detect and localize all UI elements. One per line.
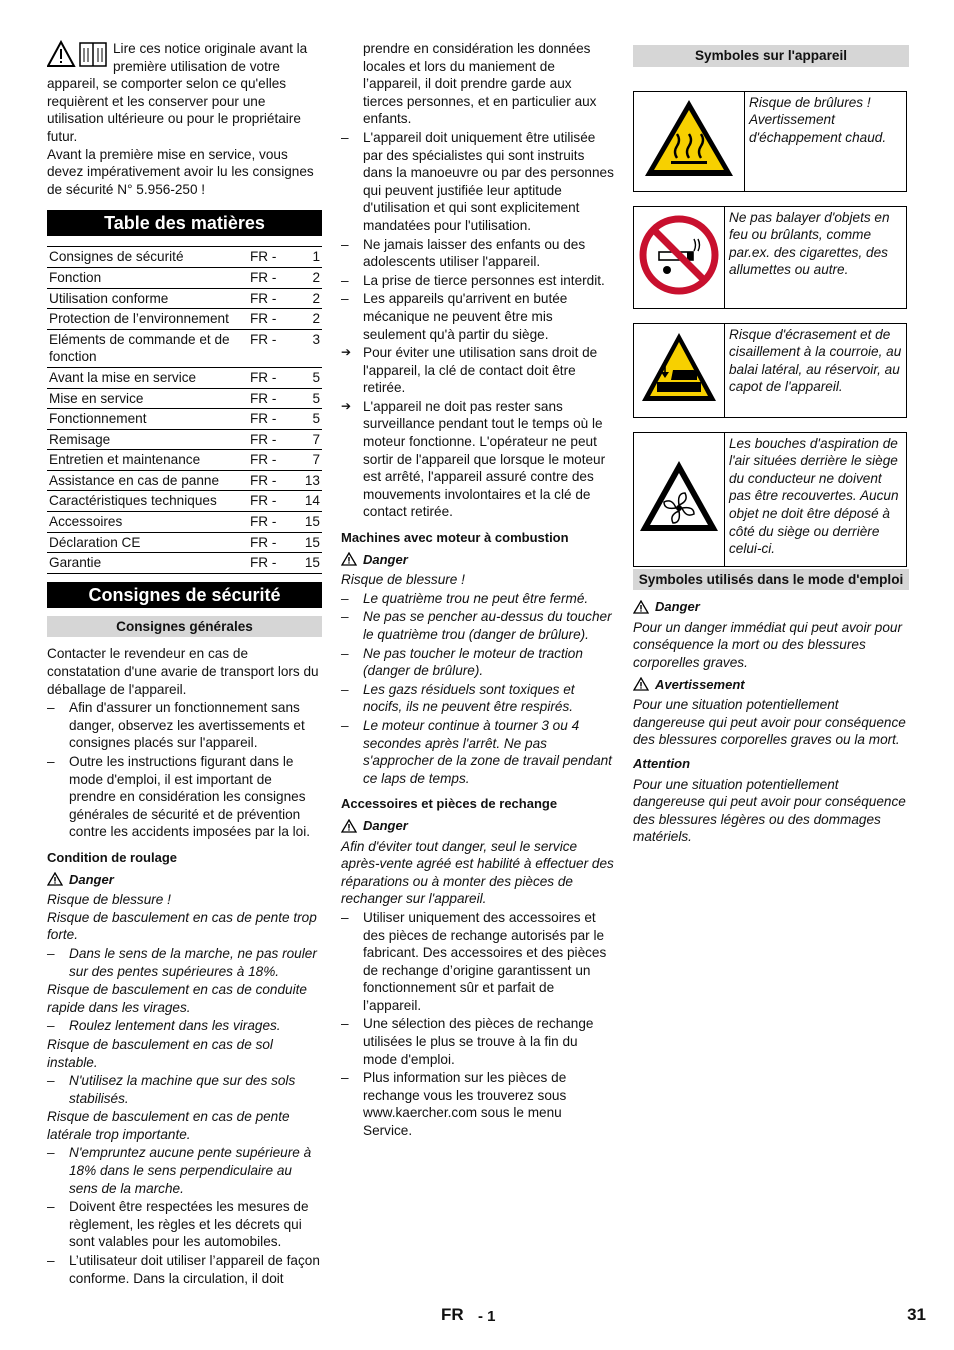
dash-item: – Afin d'assurer un fonctionnement sans danger, observez les avertissements et consignes placés sur l'appareil. [47,699,322,752]
danger-label [341,551,614,569]
symbol-row [633,91,907,192]
dash-item: – N'empruntez aucune pente supérieure à 18% dans le sens perpendiculaire au sens de la marche. [47,1144,322,1197]
danger-text: Danger [69,871,114,887]
risk-text: Risque de blessure ! [47,892,171,908]
general-title: Consignes générales [47,616,322,638]
symbol-text: Risque de brûlures ! Avertissement d'échappement chaud. [745,91,907,191]
toc-page: 13 [294,470,322,491]
toc-label[interactable]: Eléments de commande et de fonction [47,329,250,367]
warning-triangle-icon [633,600,649,614]
toc-lang: FR - [250,491,294,512]
paragraph: Pour une situation potentiellement dangereuse qui peut avoir pour conséquence des blessures corporelles graves ou la mort. [633,697,906,748]
toc-row[interactable] [47,309,322,330]
dash-item: – Plus information sur les pièces de rechange vous les trouverez sous www.kaercher.com sous le menu Service. [341,1069,614,1139]
toc-page: 15 [294,512,322,533]
warning-triangle-icon [47,872,63,886]
arrow-item: ➔ Pour éviter une utilisation sans droit de l'appareil, la clé de contact doit être retirée. [341,344,614,397]
toc-page: 14 [294,491,322,512]
dash-item: – Doivent être respectées les mesures de règlement, les règles et les décrets qui sont valables pour les automobiles. [47,1198,322,1251]
footer-lang: FR [441,1305,464,1324]
symbols-title: Symboles sur l'appareil [633,45,909,67]
accessories-title: Accessoires et pièces de rechange [341,796,558,812]
risk-text: Risque de basculement en cas de conduite rapide dans les virages. [47,982,307,1015]
hot-surface-icon [641,96,737,182]
toc-row[interactable] [47,409,322,430]
toc-row[interactable] [47,553,322,574]
dash-item: – Le quatrième trou ne peut être fermé. [341,590,614,608]
toc-lang: FR - [250,532,294,553]
toc-row[interactable] [47,491,322,512]
dash-item: – Dans le sens de la marche, ne pas rouler sur des pentes supérieures à 18%. [47,945,322,980]
toc-label[interactable]: Protection de l’environnement [47,309,250,330]
dash-item: – N'utilisez la machine que sur des sols stabilisés. [47,1072,322,1107]
toc-row[interactable] [47,288,322,309]
symbol-image-cell [634,432,725,566]
toc-label[interactable]: Consignes de sécurité [47,247,250,268]
no-burning-objects-icon [639,215,719,295]
dash-item: – Le moteur continue à tourner 3 ou 4 secondes après l'arrêt. Ne pas s'approcher de la zone de travail pendant ce laps de temps. [341,717,614,787]
dash-item: – Ne pas toucher le moteur de traction (danger de brûlure). [341,645,614,680]
risk-text: Risque de basculement en cas de sol instable. [47,1036,273,1070]
column-2 [341,40,614,1141]
toc-page: 3 [294,329,322,367]
toc-label[interactable]: Fonction [47,267,250,288]
toc-lang: FR - [250,470,294,491]
toc-page: 15 [294,553,322,574]
toc-lang: FR - [250,288,294,309]
footer-page-ref: - 1 [478,1308,496,1325]
toc-page: 7 [294,450,322,471]
paragraph: prendre en considération les données locales et lors du maniement de l’appareil, il doit prendre garde aux tierces personnes, et en particulier aux enfants. [363,41,597,127]
attention-label: Attention [633,755,691,771]
dash-item: – Ne jamais laisser des enfants ou des adolescents utiliser l'appareil. [341,236,614,271]
toc-title: Table des matières [47,210,322,236]
column-3 [633,40,909,846]
toc-lang: FR - [250,267,294,288]
warning-triangle-icon [341,552,357,566]
symbol-image-cell [634,206,725,308]
toc-lang: FR - [250,512,294,533]
toc-lang: FR - [250,553,294,574]
danger-label [47,871,322,889]
symbol-text: Risque d'écrasement et de cisaillement à la courroie, au balai latéral, au réservoir, au capot de l'appareil. [725,323,907,417]
toc-lang: FR - [250,309,294,330]
toc-row[interactable] [47,329,322,367]
toc-page: 5 [294,367,322,388]
toc-label[interactable]: Caractéristiques techniques [47,491,250,512]
toc-page: 15 [294,532,322,553]
toc-label[interactable]: Avant la mise en service [47,367,250,388]
toc-label[interactable]: Garantie [47,553,250,574]
toc-page: 2 [294,288,322,309]
risk-text: Risque de blessure ! [341,572,465,588]
toc-label[interactable]: Accessoires [47,512,250,533]
symbol-image-cell [634,91,745,191]
toc-label[interactable]: Remisage [47,429,250,450]
toc-page: 5 [294,409,322,430]
toc-label[interactable]: Assistance en cas de panne [47,470,250,491]
toc-row[interactable] [47,247,322,268]
footer-page-number: 31 [907,1305,926,1324]
dash-item: – Roulez lentement dans les virages. [47,1017,322,1035]
warning-label [633,676,909,694]
toc-row[interactable] [47,512,322,533]
engine-title: Machines avec moteur à combustion [341,530,569,546]
toc-row[interactable] [47,388,322,409]
warning-triangle-icon [341,819,357,833]
toc-page: 7 [294,429,322,450]
dash-item: – La prise de tierce personnes est interdit. [341,272,614,290]
danger-text: Danger [655,599,700,615]
risk-text: Risque de basculement en cas de pente latérale trop importante. [47,1109,290,1142]
toc-row[interactable] [47,429,322,450]
warning-text: Avertissement [655,676,745,692]
driving-title: Condition de roulage [47,849,177,865]
toc-page: 1 [294,247,322,268]
toc-lang: FR - [250,450,294,471]
arrow-item: ➔ L'appareil ne doit pas rester sans surveillance pendant tout le temps où le moteur fonctionne. L'opérateur ne peut sortir de l'appareil que lorsque le moteur est arrêté, l'appareil assuré contre des mouvements involontaires et la clé de contact retirée. [341,398,614,521]
risk-text: Risque de basculement en cas de pente trop forte. [47,909,317,943]
intro-text-2: Avant la première mise en service, vous devez impérativement avoir lu les consignes de sécurité N° 5.956-250 ! [47,146,314,197]
toc-table [47,246,322,574]
danger-text: Danger [363,551,408,567]
toc-lang: FR - [250,409,294,430]
toc-label[interactable]: Déclaration CE [47,532,250,553]
paragraph: Pour un danger immédiat qui peut avoir pour conséquence la mort ou des blessures corporelles graves. [633,619,903,670]
symbol-row [633,323,907,418]
toc-page: 5 [294,388,322,409]
symbol-text: Ne pas balayer d'objets en feu ou brûlants, comme par.ex. des cigarettes, des allumettes ou autre. [725,206,907,308]
symbol-text: Les bouches d'aspiration de l'air situées derrière le siège du conducteur ne doivent pas être recouvertes. Aucun objet ne doit être déposé à côté du siège ou derrière celui-ci. [725,432,907,566]
dash-item: – Outre les instructions figurant dans le mode d'emploi, il est important de prendre en considération les consignes générales de sécurité et de prévention contre les accidents imposées par la loi. [47,753,322,841]
toc-label[interactable]: Entretien et maintenance [47,450,250,471]
dash-item: – Les appareils qu'arrivent en butée mécanique ne peuvent être mis seulement qu'à partir du siège. [341,290,614,343]
toc-lang: FR - [250,329,294,367]
toc-label[interactable]: Utilisation conforme [47,288,250,309]
toc-row[interactable] [47,450,322,471]
warning-manual-icon [47,40,109,68]
toc-label[interactable]: Mise en service [47,388,250,409]
dash-item: – L'appareil doit uniquement être utilisée par des spécialistes qui sont instruits dans la manoeuvre ou par des personnes qui peuvent justifiée leur aptitude d'utilisation et qui sont explicitement mandatées pour l'utilisation. [341,129,614,235]
toc-lang: FR - [250,429,294,450]
toc-label[interactable]: Fonctionnement [47,409,250,430]
dash-item: – Utiliser uniquement des accessoires et des pièces de rechange autorisés par le fabricant. Des accessoires et des pièces de rechange d’origine garantissent un fonctionnement sûr et parfait de l’appareil. [341,909,614,1015]
dash-item: – Ne pas se pencher au-dessus du toucher le quatrième trou (danger de brûlure). [341,608,614,643]
danger-text: Danger [363,817,408,833]
dash-item: – Les gazs résiduels sont toxiques et nocifs, ils ne peuvent être respirés. [341,681,614,716]
fan-warning-icon [637,458,721,536]
hand-crush-icon [639,330,719,406]
paragraph: Contacter le revendeur en cas de constatation d'une avarie de transport lors du déballage de l'appareil. [47,646,319,697]
danger-label [633,598,909,616]
toc-row[interactable] [47,367,322,388]
dash-item: – L’utilisateur doit utiliser l’appareil de façon conforme. Dans la circulation, il doit [47,1252,322,1287]
dash-item: – Une sélection des pièces de rechange utilisées le plus se trouve à la fin du mode d'emploi. [341,1015,614,1068]
symbol-row [633,432,907,567]
toc-row[interactable] [47,267,322,288]
symbol-image-cell [634,323,725,417]
paragraph: Pour une situation potentiellement dangereuse qui peut avoir pour conséquence des blessures légères ou des dommages matériels. [633,776,906,845]
toc-row[interactable] [47,532,322,553]
warning-triangle-icon [633,677,649,691]
toc-page: 2 [294,309,322,330]
toc-lang: FR - [250,388,294,409]
toc-page: 2 [294,267,322,288]
toc-lang: FR - [250,247,294,268]
column-1 [47,40,322,1288]
toc-row[interactable] [47,470,322,491]
intro-text: Lire ces notice originale avant la première utilisation de votre appareil, se comporter selon ce qu'elles requièrent et les conserver pour une utilisation ultérieure ou pour le propriétaire futur. [47,41,308,144]
symbol-row [633,206,907,309]
danger-label [341,817,614,835]
toc-lang: FR - [250,367,294,388]
safety-title: Consignes de sécurité [47,582,322,608]
manual-symbols-title: Symboles utilisés dans le mode d'emploi [633,569,909,591]
paragraph: Afin d'éviter tout danger, seul le service après-vente agréé est habilité à effectuer des réparations ou à monter des pièces de rechanger sur l'appareil. [341,838,614,907]
